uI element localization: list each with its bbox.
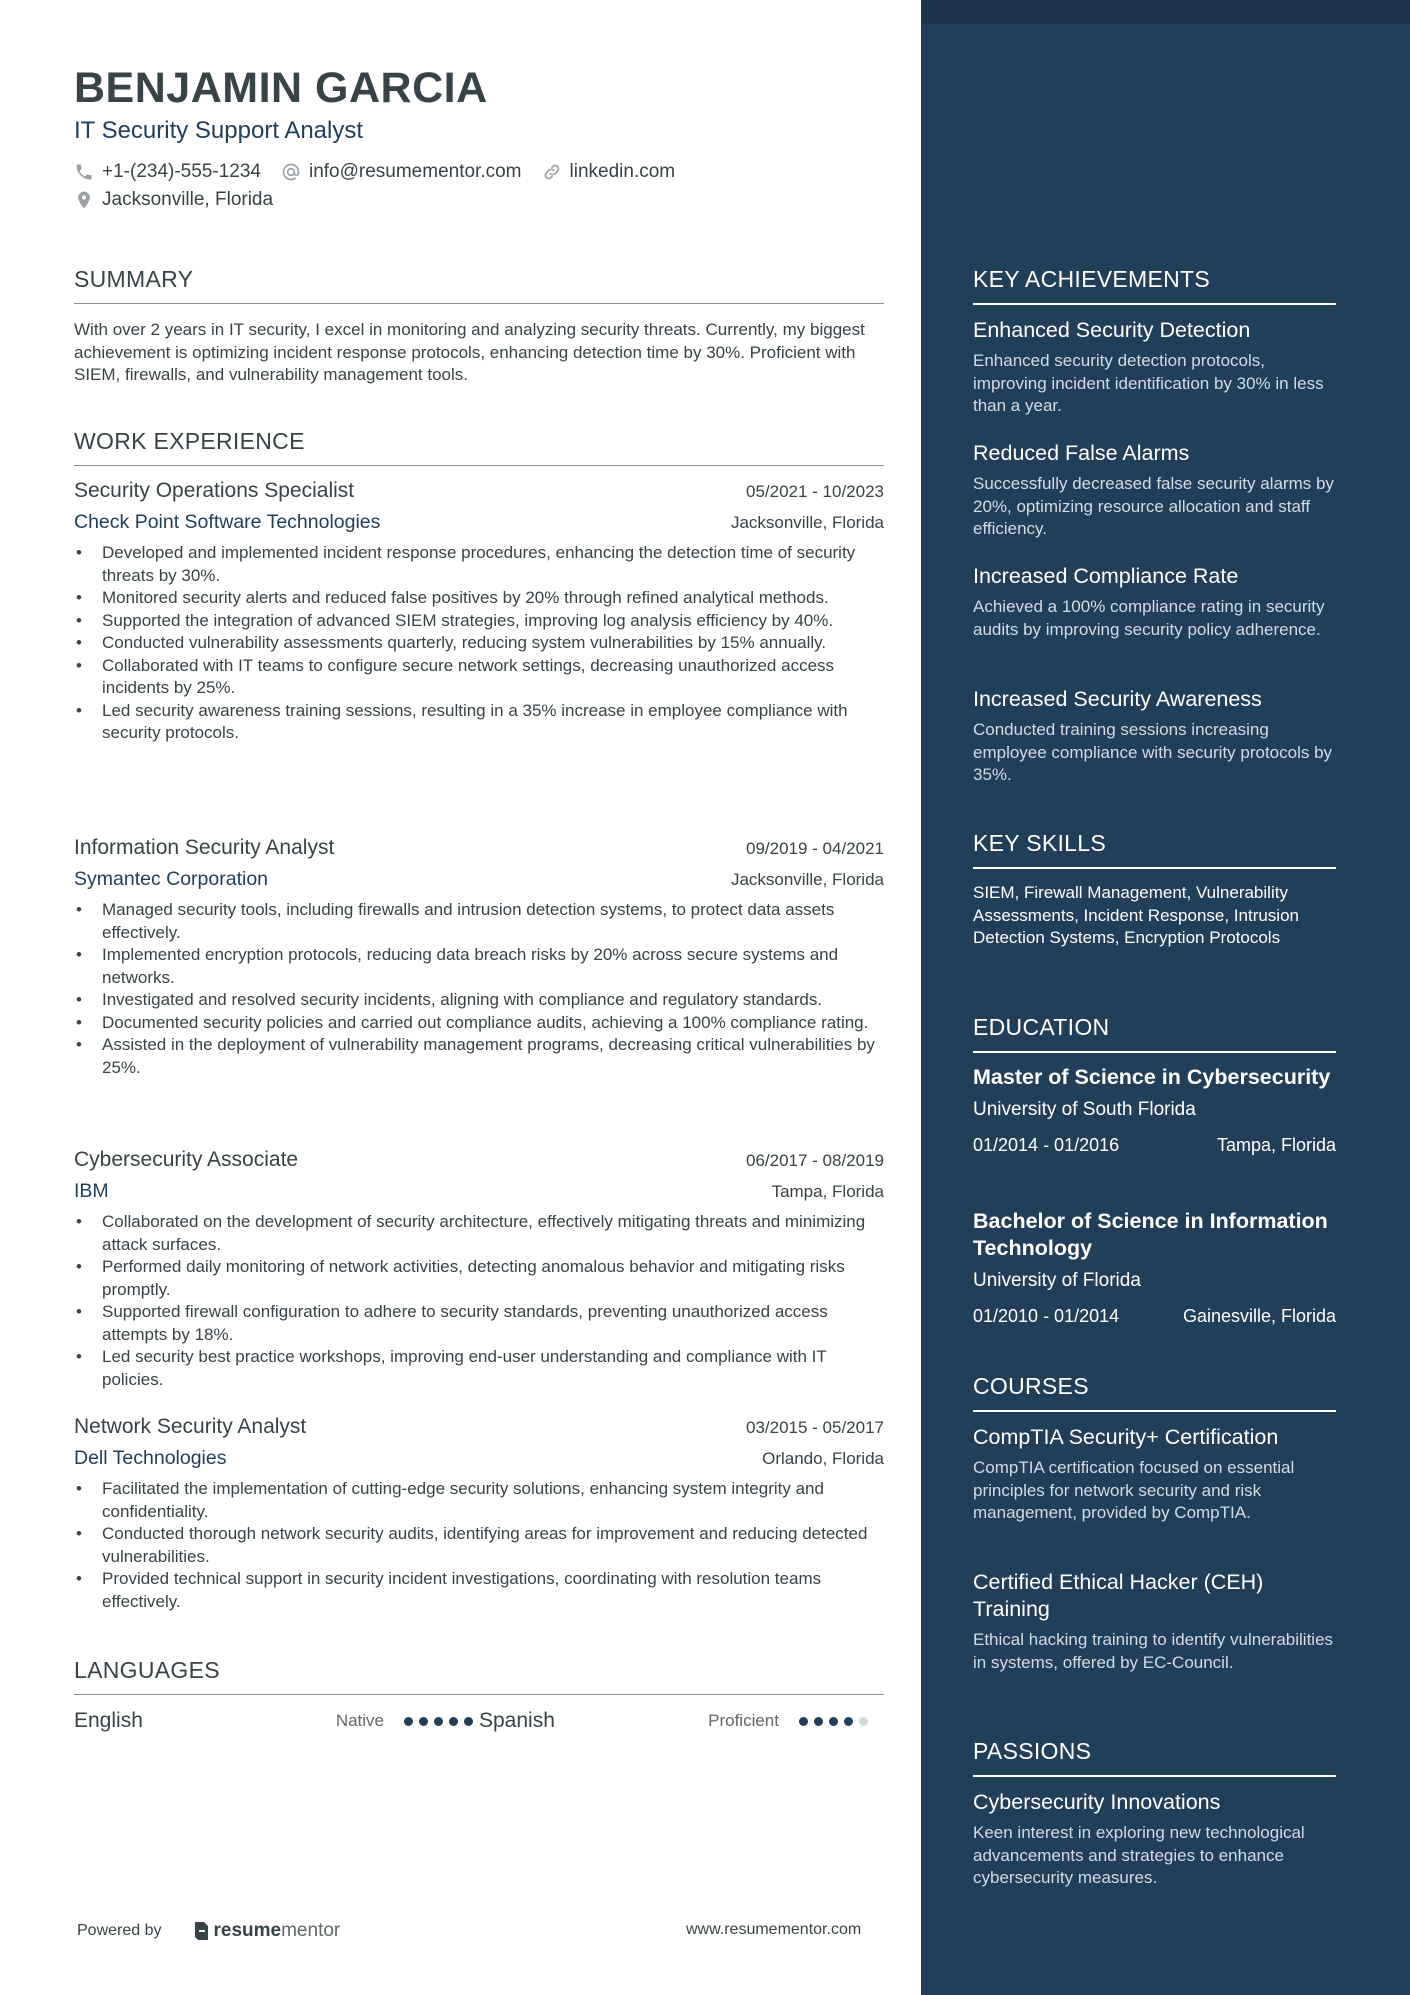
- job-bullet: • Supported the integration of advanced SIEM strategies, improving log analysis efficiency by 40%.: [74, 610, 884, 633]
- proficiency-dot-filled: [799, 1717, 808, 1726]
- footer-powered: [77, 1920, 340, 1942]
- education-dates: 01/2010 - 01/2014: [973, 1306, 1120, 1326]
- candidate-title: IT Security Support Analyst: [74, 117, 364, 144]
- email-text: info@resumementor.com: [308, 161, 522, 182]
- education-heading: EDUCATION: [973, 1014, 1336, 1053]
- job-bullet: • Collaborated with IT teams to configure secure network settings, decreasing unauthorized access incidents by 25%.: [74, 655, 884, 700]
- proficiency-dot-filled: [404, 1717, 413, 1726]
- job-bullet: • Managed security tools, including firewalls and intrusion detection systems, to protect data assets effectively.: [74, 899, 884, 944]
- course-title: CompTIA Security+ Certification: [973, 1425, 1279, 1449]
- job-company: Dell Technologies: [74, 1447, 227, 1469]
- link-icon: [542, 162, 562, 182]
- education-location: Gainesville, Florida: [1182, 1306, 1336, 1326]
- job-bullets: [74, 1478, 884, 1613]
- passion-title: Cybersecurity Innovations: [973, 1790, 1221, 1814]
- job-bullets: [74, 1211, 884, 1391]
- job-bullet: • Collaborated on the development of security architecture, effectively mitigating threats and minimizing attack surfaces.: [74, 1211, 884, 1256]
- course-item: [973, 1569, 1336, 1674]
- job-role: Security Operations Specialist: [74, 479, 355, 502]
- passions-heading: PASSIONS: [973, 1738, 1336, 1777]
- proficiency-dot-filled: [464, 1717, 473, 1726]
- achievement-desc: Conducted training sessions increasing employee compliance with security protocols by 35%.: [973, 720, 1333, 784]
- job-bullet: • Investigated and resolved security incidents, aligning with compliance and regulatory standards.: [74, 989, 884, 1012]
- job-role: Information Security Analyst: [74, 836, 335, 859]
- language-item: [479, 1709, 884, 1733]
- language-level: Native: [335, 1711, 384, 1730]
- job-dates: 05/2021 - 10/2023: [745, 482, 884, 501]
- passion-item: [973, 1789, 1336, 1890]
- education-school: University of South Florida: [973, 1099, 1196, 1120]
- phone-text: +1-(234)-555-1234: [102, 161, 261, 182]
- job-bullet: • Monitored security alerts and reduced false positives by 20% through refined analytical methods.: [74, 587, 884, 610]
- contact-linkedin[interactable]: [542, 161, 676, 183]
- at-icon: [281, 162, 301, 182]
- job-bullets: [74, 542, 884, 745]
- job-bullet: • Led security best practice workshops, improving end-user understanding and compliance with IT policies.: [74, 1346, 884, 1391]
- achievement-desc: Achieved a 100% compliance rating in security audits by improving security policy adherence.: [973, 597, 1325, 639]
- job-bullet: • Facilitated the implementation of cutting-edge security solutions, enhancing system integrity and confidentiality.: [74, 1478, 884, 1523]
- languages-row: [74, 1709, 884, 1733]
- language-dots: [799, 1717, 874, 1726]
- contact-row: [74, 161, 695, 183]
- education-degree: Master of Science in Cybersecurity: [973, 1065, 1331, 1089]
- job-company: Symantec Corporation: [74, 868, 269, 890]
- achievement-item: [973, 440, 1336, 541]
- sidebar: [921, 0, 1410, 1995]
- experience-heading: WORK EXPERIENCE: [74, 428, 884, 466]
- job-location: Jacksonville, Florida: [730, 513, 884, 532]
- proficiency-dot-filled: [844, 1717, 853, 1726]
- achievement-desc: Successfully decreased false security alarms by 20%, optimizing resource allocation and staff efficiency.: [973, 474, 1334, 538]
- job-bullet: • Led security awareness training sessions, resulting in a 35% increase in employee compliance with security protocols.: [74, 700, 884, 745]
- proficiency-dot-filled: [449, 1717, 458, 1726]
- job-company: Check Point Software Technologies: [74, 511, 381, 533]
- brand-logo: [192, 1920, 341, 1942]
- job-bullets: [74, 899, 884, 1079]
- course-desc: CompTIA certification focused on essential principles for network security and risk management, provided by CompTIA.: [973, 1458, 1295, 1522]
- language-dots: [404, 1717, 479, 1726]
- achievement-title: Reduced False Alarms: [973, 441, 1190, 465]
- language-name: Spanish: [479, 1709, 555, 1732]
- brand-bold: resume: [213, 1920, 282, 1941]
- achievement-item: [973, 686, 1336, 787]
- brand-light: mentor: [281, 1920, 341, 1941]
- education-dates: 01/2014 - 01/2016: [973, 1135, 1120, 1155]
- contact-email[interactable]: [281, 161, 522, 183]
- education-location: Tampa, Florida: [1216, 1135, 1336, 1155]
- courses-heading: COURSES: [973, 1373, 1336, 1412]
- job-dates: 06/2017 - 08/2019: [745, 1151, 884, 1170]
- job-bullet: • Implemented encryption protocols, reducing data breach risks by 20% across secure systems and networks.: [74, 944, 884, 989]
- job-dates: 09/2019 - 04/2021: [745, 839, 884, 858]
- job-entry: [74, 479, 884, 745]
- job-bullet: • Documented security policies and carried out compliance audits, achieving a 100% compliance rating.: [74, 1012, 884, 1035]
- proficiency-dot-empty: [859, 1717, 868, 1726]
- skills-heading: KEY SKILLS: [973, 830, 1336, 869]
- job-bullet: • Conducted vulnerability assessments quarterly, reducing system vulnerabilities by 15% annually.: [74, 632, 884, 655]
- language-name: English: [74, 1709, 143, 1732]
- course-item: [973, 1424, 1336, 1525]
- job-location: Jacksonville, Florida: [730, 870, 884, 889]
- powered-by-label: Powered by: [77, 1922, 162, 1939]
- education-school: University of Florida: [973, 1270, 1141, 1291]
- achievement-desc: Enhanced security detection protocols, improving incident identification by 30% in less than a year.: [973, 351, 1324, 415]
- summary-heading: SUMMARY: [74, 266, 884, 304]
- education-degree: Bachelor of Science in Information Technology: [973, 1209, 1328, 1260]
- linkedin-text: linkedin.com: [569, 161, 676, 182]
- skills-text: SIEM, Firewall Management, Vulnerability Assessments, Incident Response, Intrusion Detection Systems, Encryption Protocols: [973, 883, 1299, 947]
- job-location: Orlando, Florida: [762, 1449, 884, 1468]
- achievement-item: [973, 317, 1336, 418]
- achievement-item: [973, 563, 1336, 641]
- job-bullet: • Conducted thorough network security audits, identifying areas for improvement and reducing detected vulnerabilities.: [74, 1523, 884, 1568]
- passion-desc: Keen interest in exploring new technological advancements and strategies to enhance cybersecurity measures.: [973, 1823, 1305, 1887]
- location-pin-icon: [74, 190, 94, 210]
- course-desc: Ethical hacking training to identify vulnerabilities in systems, offered by EC-Council.: [973, 1630, 1334, 1672]
- course-title: Certified Ethical Hacker (CEH) Training: [973, 1570, 1264, 1621]
- job-company: IBM: [74, 1180, 109, 1202]
- achievements-heading: KEY ACHIEVEMENTS: [973, 266, 1336, 305]
- phone-icon: [74, 162, 94, 182]
- contact-phone: [74, 161, 261, 183]
- proficiency-dot-filled: [434, 1717, 443, 1726]
- job-role: Cybersecurity Associate: [74, 1148, 299, 1171]
- summary-text: With over 2 years in IT security, I excel in monitoring and analyzing security threats. Currently, my biggest achievement is optimizing incident response protocols, enhancing detection time by 30%. Proficient with SIEM, firewalls, and vulnerability management tools.: [74, 320, 865, 384]
- job-bullet: • Developed and implemented incident response procedures, enhancing the detection time of security threats by 30%.: [74, 542, 884, 587]
- job-bullet: • Provided technical support in security incident investigations, coordinating with resolution teams effectively.: [74, 1568, 884, 1613]
- proficiency-dot-filled: [419, 1717, 428, 1726]
- proficiency-dot-filled: [814, 1717, 823, 1726]
- brand-mark-icon: [192, 1921, 210, 1941]
- job-location: Tampa, Florida: [771, 1182, 884, 1201]
- language-item: [74, 1709, 479, 1733]
- contact-location: [74, 189, 273, 211]
- achievement-title: Enhanced Security Detection: [973, 318, 1251, 342]
- job-bullet: • Performed daily monitoring of network activities, detecting anomalous behavior and mitigating risks promptly.: [74, 1256, 884, 1301]
- achievement-title: Increased Security Awareness: [973, 687, 1262, 711]
- job-entry: [74, 1415, 884, 1613]
- job-entry: [74, 1148, 884, 1391]
- job-bullet: • Supported firewall configuration to adhere to security standards, preventing unauthorized access attempts by 18%.: [74, 1301, 884, 1346]
- job-entry: [74, 836, 884, 1079]
- language-level: Proficient: [708, 1711, 779, 1730]
- achievement-title: Increased Compliance Rate: [973, 564, 1239, 588]
- job-bullet: • Assisted in the deployment of vulnerability management programs, decreasing critical vulnerabilities by 25%.: [74, 1034, 884, 1079]
- education-item: [973, 1064, 1336, 1156]
- job-role: Network Security Analyst: [74, 1415, 307, 1438]
- candidate-name: BENJAMIN GARCIA: [74, 64, 488, 112]
- education-item: [973, 1208, 1336, 1327]
- sidebar-top-bar: [921, 0, 1410, 24]
- job-dates: 03/2015 - 05/2017: [745, 1418, 884, 1437]
- languages-heading: LANGUAGES: [74, 1657, 884, 1695]
- proficiency-dot-filled: [829, 1717, 838, 1726]
- footer-website[interactable]: www.resumementor.com: [686, 1921, 862, 1938]
- location-text: Jacksonville, Florida: [102, 189, 274, 210]
